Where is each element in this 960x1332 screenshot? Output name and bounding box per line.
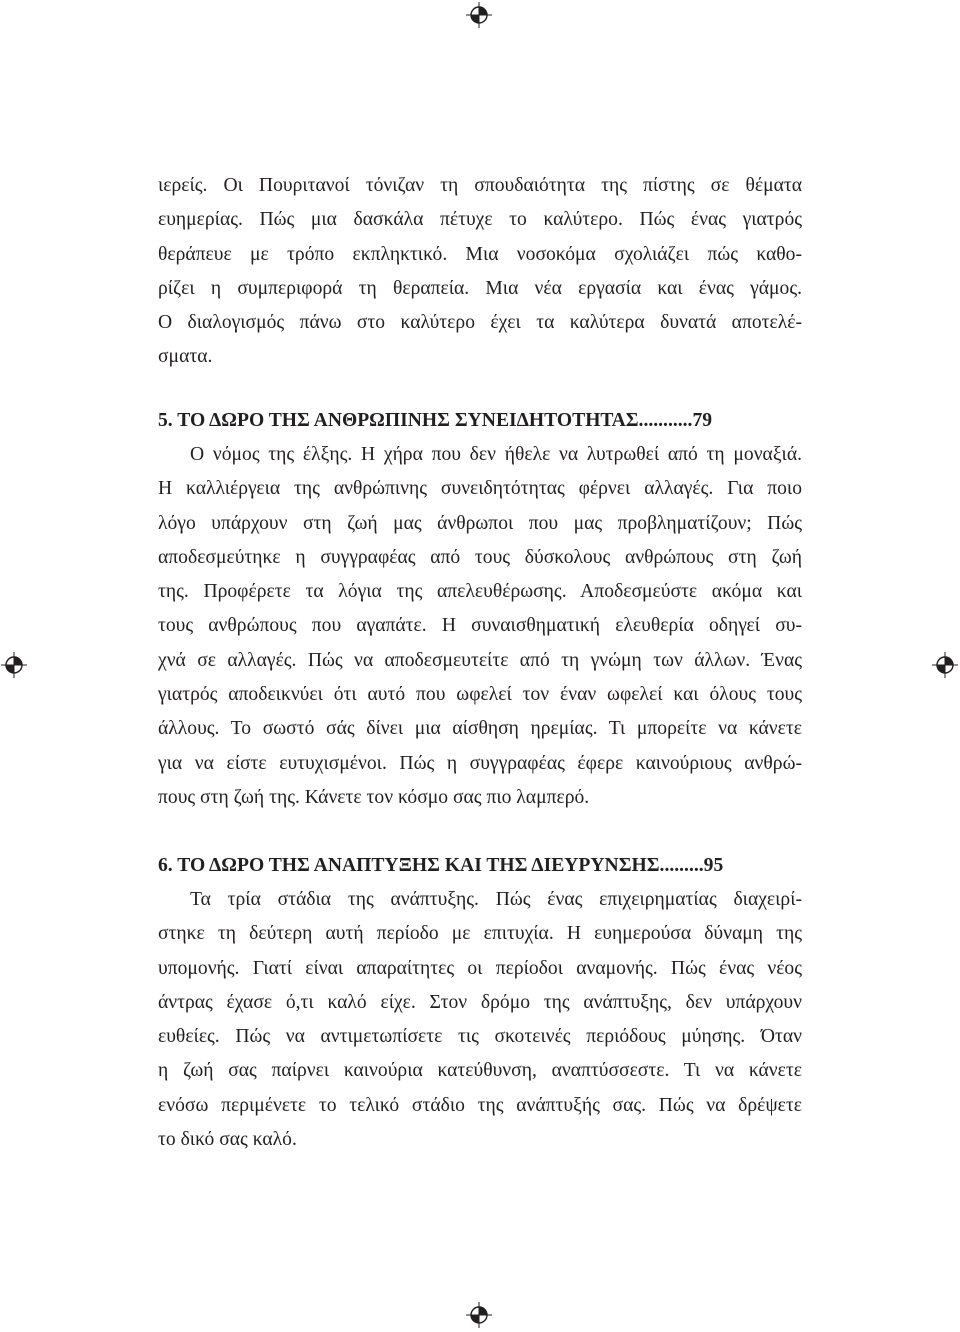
paragraph-line: Η καλλιέργεια της ανθρώπινης συνειδητότητας φέρνει αλλαγές. Για ποιο	[158, 478, 802, 500]
paragraph-line: Ο διαλογισμός πάνω στο καλύτερο έχει τα καλύτερα δυνατά αποτελέ-	[158, 312, 802, 334]
paragraph-line: η ζωή σας παίρνει καινούρια κατεύθυνση, αναπτύσσεστε. Τι να κάνετε	[158, 1060, 802, 1082]
paragraph-line: Τα τρία στάδια της ανάπτυξης. Πώς ένας επιχειρηματίας διαχειρί-	[190, 889, 802, 910]
section-6	[158, 849, 802, 1157]
paragraph-line: σματα.	[158, 346, 213, 368]
paragraph-line: το δικό σας καλό.	[158, 1129, 297, 1151]
registration-mark-top-icon	[466, 2, 492, 28]
paragraph-line: γιατρός αποδεικνύει ότι αυτό που ωφελεί τον έναν ωφελεί και όλους τους	[158, 684, 802, 706]
paragraph-line: υπομονής. Γιατί είναι απαραίτητες οι περίοδοι αναμονής. Πώς ένας νέος	[158, 957, 802, 979]
paragraph-line: πους στη ζωή της. Κάνετε τον κόσμο σας πιο λαμπερό.	[158, 786, 590, 808]
registration-mark-right-icon	[932, 652, 958, 678]
paragraph-line: για να είστε ευτυχισμένοι. Πώς η συγγραφέας έφερε καινούριους ανθρώ-	[158, 752, 802, 774]
paragraph-line: λόγο υπάρχουν στη ζωή μας άνθρωποι που μας προβληματίζουν; Πώς	[158, 512, 802, 534]
paragraph-line: ευημερίας. Πώς μια δασκάλα πέτυχε το καλύτερο. Πώς ένας γιατρός	[158, 209, 802, 231]
continuation-paragraph	[158, 169, 802, 375]
paragraph-line: στηκε τη δεύτερη αυτή περίοδο με επιτυχία. Η ευημερούσα δύναμη της	[158, 923, 802, 945]
paragraph-line: ρίζει η συμπεριφορά τη θεραπεία. Μια νέα εργασία και ένας γάμος.	[158, 277, 802, 299]
registration-mark-left-icon	[1, 652, 27, 678]
paragraph-line: θεράπευε με τρόπο εκπληκτικό. Μια νοσοκόμα σχολιάζει πώς καθο-	[158, 243, 802, 265]
paragraph-line: άντρας έχασε ό,τι καλό είχε. Στον δρόμο της ανάπτυξης, δεν υπάρχουν	[158, 991, 802, 1013]
paragraph-line: ευθείες. Πώς να αντιμετωπίσετε τις σκοτεινές περιόδους μύησης. Όταν	[158, 1026, 802, 1048]
paragraph-line: αποδεσμεύτηκε η συγγραφέας από τους δύσκολους ανθρώπους στη ζωή	[158, 546, 802, 568]
paragraph-line: τους ανθρώπους που αγαπάτε. Η συναισθηματική ελευθερία οδηγεί συ-	[158, 615, 802, 637]
paragraph-line: της. Προφέρετε τα λόγια της απελευθέρωσης. Αποδεσμεύστε ακόμα και	[158, 581, 802, 603]
section-5-heading: 5. ΤΟ ΔΩΡΟ ΤΗΣ ΑΝΘΡΩΠΙΝΗΣ ΣΥΝΕΙΔΗΤΟΤΗΤΑΣ...........79	[158, 410, 713, 431]
section-6-heading: 6. ΤΟ ΔΩΡΟ ΤΗΣ ΑΝΑΠΤΥΞΗΣ ΚΑΙ ΤΗΣ ΔΙΕΥΡΥΝΣΗΣ.........95	[158, 855, 724, 876]
paragraph-line: ιερείς. Οι Πουριτανοί τόνιζαν τη σπουδαιότητα της πίστης σε θέματα	[158, 175, 802, 196]
paragraph-line: ενόσω περιμένετε το τελικό στάδιο της ανάπτυξής σας. Πώς να δρέψετε	[158, 1094, 802, 1116]
section-5	[158, 404, 802, 815]
registration-mark-bottom-icon	[466, 1302, 492, 1328]
paragraph-line: Ο νόμος της έλξης. Η χήρα που δεν ήθελε να λυτρωθεί από τη μοναξιά.	[190, 444, 802, 465]
paragraph-line: χνά σε αλλαγές. Πώς να αποδεσμευτείτε από τη γνώμη των άλλων. Ένας	[158, 649, 802, 671]
paragraph-line: άλλους. Το σωστό σάς δίνει μια αίσθηση ηρεμίας. Τι μπορείτε να κάνετε	[158, 718, 802, 740]
